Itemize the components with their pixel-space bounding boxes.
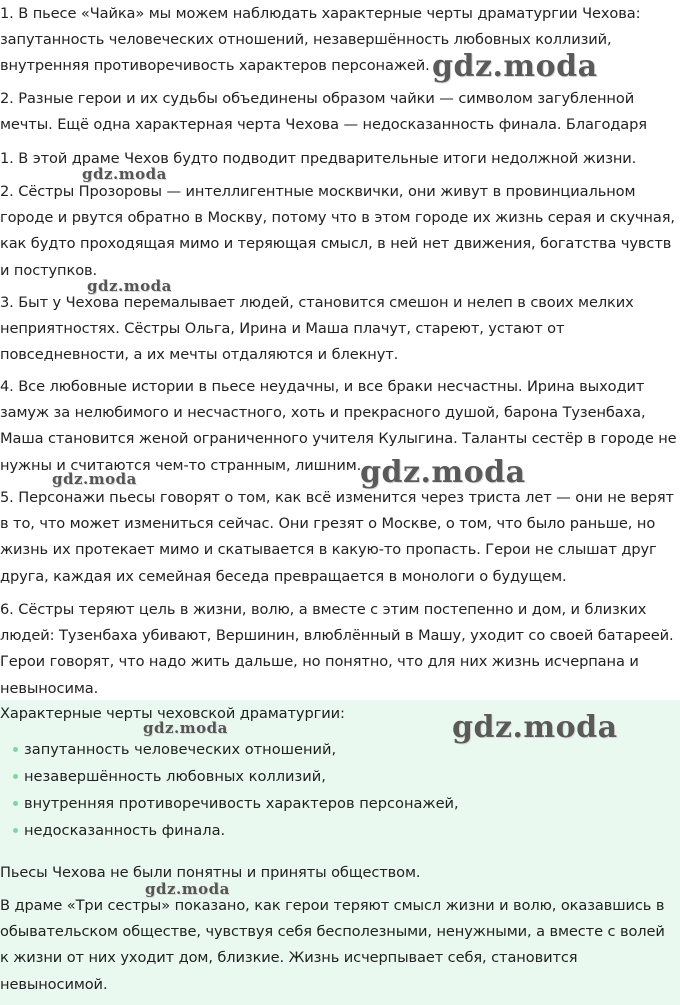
summary-heading: Характерные черты чеховской драматургии: [0, 705, 345, 722]
watermark-logo: gdz.moda [432, 49, 598, 84]
watermark-logo: gdz.moda [143, 719, 228, 737]
bullet-dot-icon [13, 747, 18, 752]
list-item-text: недосказанность финала. [24, 822, 226, 839]
list-item-text: незавершённость любовных коллизий, [24, 768, 326, 785]
list-item [0, 790, 660, 817]
summary-note-2: В драме «Три сестры» показано, как герои теряют смысл жизни и волю, оказавшись в обывательском обществе, чувствуя себя бесполезными, ненужными, а вместе с волей к жизни от них уходит дом, близкие. Жизнь исчерпывает себя, становится невыносимой. [0, 897, 665, 993]
paragraph-sisters-2: 2. Сёстры Прозоровы — интеллигентные москвички, они живут в провинциальном городе и рвутся обратно в Москву, потому что в этом городе их жизнь серая и скучная, как будто проходящая мимо и теряющая смысл, в ней нет движения, богатства чувств и поступков. [0, 183, 675, 279]
watermark-logo: gdz.moda [52, 470, 137, 488]
summary-note-1: Пьесы Чехова не были понятны и приняты обществом. [0, 864, 421, 881]
bullet-dot-icon [13, 801, 18, 806]
bullet-dot-icon [13, 828, 18, 833]
paragraph-chaika-2: 2. Разные герои и их судьбы объединены образом чайки — символом загубленной мечты. Ещё одна характерная черта Чехова — недосказанность финала. Благодаря [0, 90, 647, 134]
paragraph-sisters-4: 4. Все любовные истории в пьесе неудачны, и все браки несчастны. Ирина выходит замуж за нелюбимого и несчастного, хоть и прекрасного душой, барона Тузенбаха, Маша становится женой ограниченного учителя Кулыгина. Таланты сестёр в городе не нужны и считаются чем-то странным, лишним. [0, 378, 677, 474]
list-item [0, 763, 660, 790]
watermark-logo: gdz.moda [82, 165, 167, 183]
paragraph-sisters-5: 5. Персонажи пьесы говорят о том, как всё изменится через триста лет — они не верят в то, что может измениться сейчас. Они грезят о Москве, о том, что было раньше, но жизнь их протекает мимо и скатывается в какую-то пропасть. Герои не слышат друг друга, каждая их семейная беседа превращается в монологи о будущем. [0, 489, 674, 585]
list-item [0, 817, 660, 844]
paragraph-sisters-3: 3. Быт у Чехова перемалывает людей, становится смешон и нелеп в своих мелких неприятностях. Сёстры Ольга, Ирина и Маша плачут, стареют, устают от повседневности, а их мечты отдаляются и блекнут. [0, 294, 634, 364]
watermark-logo: gdz.moda [87, 277, 172, 295]
watermark-logo: gdz.moda [452, 710, 618, 745]
paragraph-chaika-1: 1. В пьесе «Чайка» мы можем наблюдать характерные черты драматургии Чехова: запутанность человеческих отношений, незавершённость любовных коллизий, внутренняя противоречивость характеров персонажей. [0, 5, 641, 75]
paragraph-sisters-6: 6. Сёстры теряют цель в жизни, волю, а вместе с этим постепенно и дом, и близких людей: Тузенбаха убивают, Вершинин, влюблённый в Машу, уходит со своей батареей. Герои говорят, что надо жить дальше, но понятно, что для них жизнь исчерпана и невыносима. [0, 601, 674, 697]
list-item-text: запутанность человеческих отношений, [24, 741, 337, 758]
summary-list [0, 736, 660, 844]
list-item-text: внутренняя противоречивость характеров персонажей, [24, 795, 459, 812]
summary-box [0, 700, 680, 1005]
watermark-logo: gdz.moda [145, 880, 230, 898]
watermark-logo: gdz.moda [360, 455, 526, 490]
bullet-dot-icon [13, 774, 18, 779]
paragraph-sisters-1: 1. В этой драме Чехов будто подводит предварительные итоги недолжной жизни. [0, 150, 637, 167]
